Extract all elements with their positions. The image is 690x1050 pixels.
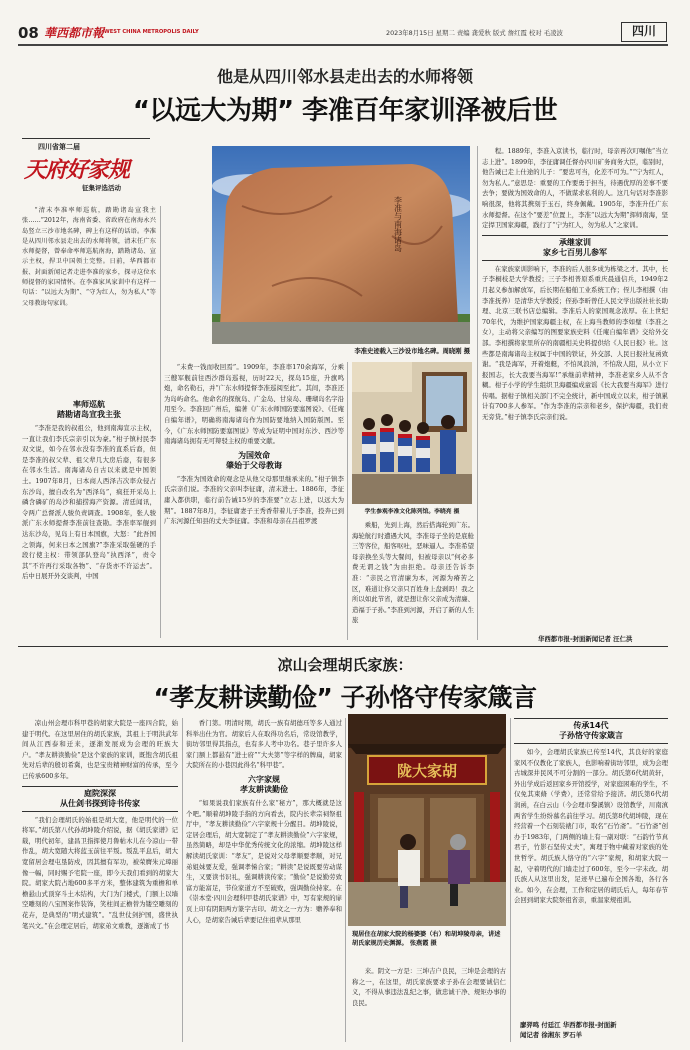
story1-headline: “以远大为期” 李准百年家训泽被后世 — [132, 96, 558, 126]
story1-col2-text2: “李准为国效命的观念是从他父母那里继承来的。”柑子镇李氏宗亲们说。李准的父亲叫李征庸，清末进士。1886年，李征庸入都供职，临行前告诫15岁的李准要“立志上进，以远大为期”。1887年8月，李征庸妻子王秀香带着儿子李准，投奔已到广东河源任知县的丈夫李征庸。李准和母亲在吕祖罗渡 — [164, 474, 344, 526]
story1-col2-sub2: 肇始于父母教诲 — [226, 460, 282, 470]
story2-col4-subhead — [514, 718, 668, 744]
date-line: 2023年8月15日 星期二 责编 龚爱秋 版式 詹红霞 校对 毛凌波 — [386, 29, 563, 37]
stone-monument-image — [212, 146, 470, 344]
story1-col2-text1: “未费一钱而收回焉”。1909年，李准率170余海军，分乘三艘军舰前往西沙群岛巡视，历时22天，探岛15座，升旗鸣炮，命名勒石，并“广东水师提督李准巡阅至此”。其间，李准还为岛屿命名。他命名的探航岛、广金岛、甘泉岛、珊瑚岛名字沿用至今。李准回广州后，编著《广东水师国防要塞图说》、《任庵自编年谱》，明确将南海诸岛作为国防要地纳入国防版图。至今，《广东水师国防要塞图说》等成为证明中国对东沙、西沙等南海诸岛拥有无可辩驳主权的重要文献。 — [164, 363, 344, 446]
story1-col4-subhead — [482, 235, 668, 261]
story2-col1-text: “我们会理胡氏的始祖是胡大宽，他是明代的一位将军。”胡氏第八代孙胡坤陵介绍说，据《胡氏家谱》记载，明代初年，建昌卫指挥使月鲁帖木儿在今凉山一带作乱，胡大宽随大将蓝玉前往平叛。叛乱平息后，胡大宽留居会理屯垦防戍，因其擅有军功，被荣膺朱元璋丽像一幅，同时赐予宅院一座，即今天我们看到的胡家大院。胡家大院占地600多平方米，整体建筑为重檐和单檐悬山式顶穿斗土木结构，大门为门楼式，门额上以墙空雕刻的八宝图案作装饰，笑柱间正檐替为镂空雕刻的花卉，是典型的“明式建筑”。“乱世仗剑护国，盛世执笔兴文。”在会理定居后，胡家弟文重教，逐渐成了书 — [22, 815, 178, 930]
story1-col4-sub2: 家乡七百男儿参军 — [543, 247, 607, 257]
story1-col1-text: “李准是我的叔祖公，他到南海宣示主权，一直让我们李氏宗亲引以为豪。”柑子镇村民李双文说，如今在邻水没有李准的直系后裔，但是李准的叔父辈、祖父辈几大房后裔，有很多在邻水生活。南海诸岛自古以来就是中国领土。1907年8月，日本商人西泽吉次率众侵占东沙岛，擅自改名为“西泽岛”，疯狂开采岛上磷含磷矿的岛沙和捕捞海产资源。清廷闻讯，令两广总督派人骏负责调查。1908年，张人骏派广东水师提督李准前往查勘。李准率军舰到达东沙岛，见岛上有日本国旗，大怒：“此吾国之领海，何来日本之国旗?”李准采取强硬的手段行使主权：带领部队登岛“执西泽”，责令其“不许再行采取各物”、“存货亦不许运去”。后中日展开外交谈判，中国 — [22, 424, 156, 581]
story2-lede: 凉山州会理市科甲巷的胡家大院是一座四合院，始建于明代。在这里居住的胡氏家族，其祖上于明洪武年间从江西泰和迁来，逐渐发展成为会理的旺族大户。“孝友耕读勤俭”是这个家族的家训，既饱含胡氏祖先对后辈的殷切希冀，也是宝贵精神财富的传承，至今已传承600多年。 — [22, 719, 178, 780]
story1-divider-1 — [160, 206, 161, 638]
story2-col2-sub2: 孝友耕读勤俭 — [240, 784, 288, 794]
hu-courtyard-image — [348, 714, 506, 926]
series-label: 四川省第二届 — [38, 143, 80, 151]
story2-divider-3 — [510, 718, 511, 1042]
story2-byline-line1: 廖羿鸣 付廷江 华西都市报-封面新 — [520, 1021, 617, 1029]
story2-divider-2 — [345, 718, 346, 1042]
section-label: 四川 — [621, 22, 667, 42]
story1-col2 — [164, 362, 344, 640]
story2-col2-subhead — [186, 775, 342, 795]
story2-col2-text1: 香门第。明清时期，胡氏一族有胡德珏等多人通过科举出仕为官。胡家后人在取得功名后，常设馆教学，街坊邻里得其指点，也有多人考中功名。巷子里许多人家门额上都悬有“进士府”“大夫第”等字样的牌扁，胡家大院所在的小巷因此得名“科甲巷”。 — [186, 719, 342, 770]
story1-lede — [22, 206, 156, 394]
story2-byline — [520, 1020, 670, 1040]
story2-col4-text: 如今，会理胡氏家族已传至14代，其良好的家庭家风不仅教化了家族人，也影响着街坊邻里，成为会理古城深井民风不可分割的一部分。胡氏第6代胡黄轩，外出学成后返回家乡开馆授学，对家庭困难的学生，不仅免其束脩（学费），还常常给予接济。胡氏第6代胡润函，在白云山（今会理市黎溪镇）设馆教学，川南滇两省学生纷纷慕名前往学习。胡氏第8代胡坤陵，现在经营着一个石刻装裱门市，取名“石竹斋”。“石竹斋”创办于1983年，门两侧的墙上有一副对联：“石韵竹节真君子，竹影石坚传丈夫”，寓理于物中藏着对家族的处世哲学。胡氏族人恪守的“六字”家规，和胡家大院一起，守着明代的门墙走过了600年，至今一字未改。胡氏族人从这里出发，足迹早已遍布全国各地，各行各业。如今，在会理，工作和定居的胡氏后人，每年春节会回到胡家大院祭祖省亲，重温家规祖训。 — [514, 748, 668, 905]
story2-col2-text2: “如果说我们家族有什么家“秘方”，那大概就是这个吧。”顺着胡坤陵手指的方向看去，院内长辈宗祠祭祖厅中，“孝友耕读勤俭”六字家规十分醒目。胡坤陵说，定居会理后，胡大宽制定了“孝友耕读勤俭”六字家规，虽然简略，却是中华优秀传统文化的浓缩。胡坤陵这样解读胡氏家训：“孝友”，是说对父母孝顺要孝顺，对兄弟姐妹要友爱，强调孝悌合家；“耕读”是说既要劳动谋生，又要读书识礼，强调耕读传家；“勤俭”是说勤劳致富方能富足，节俭家道方不至破败，强调勤俭持家。在《崇本堂·四川会理科甲巷胡氏家谱》中，写有家规的扉页上印有阴阳两方篆字古印。胡文之一方为：赡养奉和人心，是胡家告诫后辈要记住祖辈从那里 — [186, 798, 342, 924]
series-sub: 征集评选活动 — [82, 184, 121, 192]
page-number: 08 — [18, 24, 39, 42]
story2-col1-sub1: 庭院深深 — [84, 788, 116, 798]
paper-name-en: WEST CHINA METROPOLIS DAILY — [104, 29, 199, 35]
masthead-rule — [18, 44, 668, 46]
paper-name: 華西都市報 — [44, 26, 105, 40]
photo-hu-courtyard — [348, 714, 506, 926]
story1-lede-text: “清末李准率师巡航，踏勘诸岛宣我主张……”2012年，海南省委、省政府在南海永兴岛竖立三沙市地名碑，碑上有这样的话语。李准是从四川邻水县走出去的水师将领，清末任广东水师提督，曾奉命率师巡航南海，踏勘诸岛、宣示主权，捍卫中国领土完整。日前，华西都市报、封面新闻记者走进李准的家乡，探寻这位水师提督的家国情怀。在李准家风家训中有这样一句话：“以远大为期”、“守为红人，勿为私人”等父母教诲句家训。 — [22, 207, 156, 307]
story1-byline: 华西都市报-封面新闻记者 汪仁洪 — [538, 635, 633, 643]
story1-col4-sub1: 承继家训 — [559, 237, 591, 247]
story2-col3 — [352, 966, 506, 1042]
students-image — [352, 362, 472, 504]
story2-headline: “孝友耕读勤俭” 子孙恪守传家箴言 — [153, 683, 537, 712]
story1-col2-subhead — [164, 451, 344, 471]
story1-col3 — [352, 520, 474, 640]
masthead — [0, 0, 690, 46]
story1-col4-text1: 程。1889年，李准入京读书，临行时，母亲再次叮嘱他“当立志上进”。1899年，李征庸调任督办四川矿务商务大臣，临别时，他告诫已走上仕途的儿子：“要忠可当，化差不可为。”“宁为红人，勿为私人。”意思是：重要的工作要勇于担当，待遇优厚的差事不要去争；要做为国效命的人，不做谋求私利的人。这几句话对李准影响很深，他将其携刻于玉石，终身佩戴。1905年，李准升任广东水师提督。在这个“要差”位置上，李准“以远大为期”挥师南海，坚定捍卫国家海疆，践行了“宁为红人，勿为私人”之家训。 — [482, 147, 668, 230]
story2-col1-sub2: 从仕剑书探到诗书传家 — [60, 798, 140, 808]
stone-inscription: 李准与南海诸岛 — [393, 196, 403, 252]
photo-stone-monument — [212, 146, 470, 344]
story1-col1-sub1: 率师巡航 — [73, 400, 105, 409]
story2-divider-1 — [182, 718, 183, 1042]
story1-col2-sub1: 为国效命 — [238, 450, 270, 460]
photo2-caption: 学生参观李准文化陈列馆。李晓亮 摄 — [364, 509, 460, 515]
story1-col1-sub2: 踏勘诸岛宣我主张 — [57, 410, 121, 419]
story2-col1 — [22, 718, 178, 1042]
story2-col1-subhead — [22, 786, 178, 812]
photo3-caption: 现居住在胡家大院的杨婆婆（右）和胡坤陵母亲，讲述胡氏家规历史渊源。 张燕霞 摄 — [352, 931, 501, 947]
story1-divider-3 — [477, 146, 478, 640]
story1-kicker: 他是从四川邻水县走出去的水师将领 — [216, 67, 473, 86]
story1-col4 — [482, 146, 668, 632]
series-title: 天府好家规 — [24, 157, 130, 183]
story1-divider-2 — [347, 362, 348, 640]
photo1-caption: 李准史迹载入三沙设市地名碑。周晓刚 摄 — [354, 348, 470, 355]
story2-byline-line2: 闻记者 徐湘东 罗石羊 — [520, 1031, 582, 1039]
story2-col4-sub2: 子孙恪守传家箴言 — [559, 731, 623, 740]
story1-col3-text: 乘船，先到上海，然后搭海轮到广东。海轮航行时遭遇大风，李准母子坐的是底舱三等客位，船客呕吐，恶味逼人。李准希望母亲换坐头等大餐间，但被母亲以“何必多费无谓之钱”为由拒绝。母亲还告诉李准：“亲民之官清廉为本，河源为瘠苦之区，难道让你父亲只百姓身上盘剥吗！我之所以如此节省，就是想让你父亲成为清廉、造福于子孙。”李准到河源，开启了新的人生旅 — [352, 521, 474, 625]
story2-col4-sub1: 传承14代 — [573, 721, 609, 730]
story2-col2-sub1: 六字家规 — [248, 774, 280, 784]
story1-col1-subhead — [22, 400, 156, 420]
photo-students — [352, 362, 472, 504]
series-logo — [22, 138, 150, 200]
story2-col4 — [514, 718, 668, 1020]
plaque-text: 陇大家胡 — [396, 762, 458, 780]
story2-col2 — [186, 718, 342, 1042]
stories-separator — [18, 646, 668, 647]
story1-col4-text2: 在家族家训影响下，李准的后人很多成为栋梁之才。其中，长子李桐枝是大学教授；三子李相普原系重庆晨通信兵，1949年2月起义参加解放军，后长期在船舶工业系统工作；侄儿李相撰（由李准抚养）是清华大学教授；侄孙李昕曾任人民文学出版社社长助理、北京三联书店总编辑。李准后人的家国观念浓厚。在上世纪70年代，为维护国家海疆主权，在上海当教师的李如璧（李准之女），主动将父亲编写的图要家族史料《任庵自编年谱》交给外交部。李相撰将家里所存的南疆相关史料提供给《人民日报》社。这些都是南海诸岛主权属于中国的铁证，外交部、人民日报社复函致谢。“我是海军，开着炮艇，不怕风浪汹，不怕敌人阻，从小立下报国志，长大我要当海军!”承继前辈精神，李准老家乡人从不含糊。柑子小学的学生组织卫海疆编成童谣《长大我要当海军》进行传唱。据柑子镇相关部门不完全统计，新中国成立以来，柑子镇累计有700多人参军。“作为李准的宗亲和老乡，保护海疆，我们责无旁贷。”柑子镇李氏宗亲们说。 — [482, 264, 668, 422]
story2-kicker: 凉山会理胡氏家族： — [277, 656, 413, 674]
story2-col3-text: 来。阴文一方是：三坤吉户良民，三坤是会理的古称之一，在这里，胡氏家族要求子孙在会理要诚信仁义，不得从事违法乱纪之事，做忠诚干净、规矩办事的良民。 — [352, 967, 506, 1007]
